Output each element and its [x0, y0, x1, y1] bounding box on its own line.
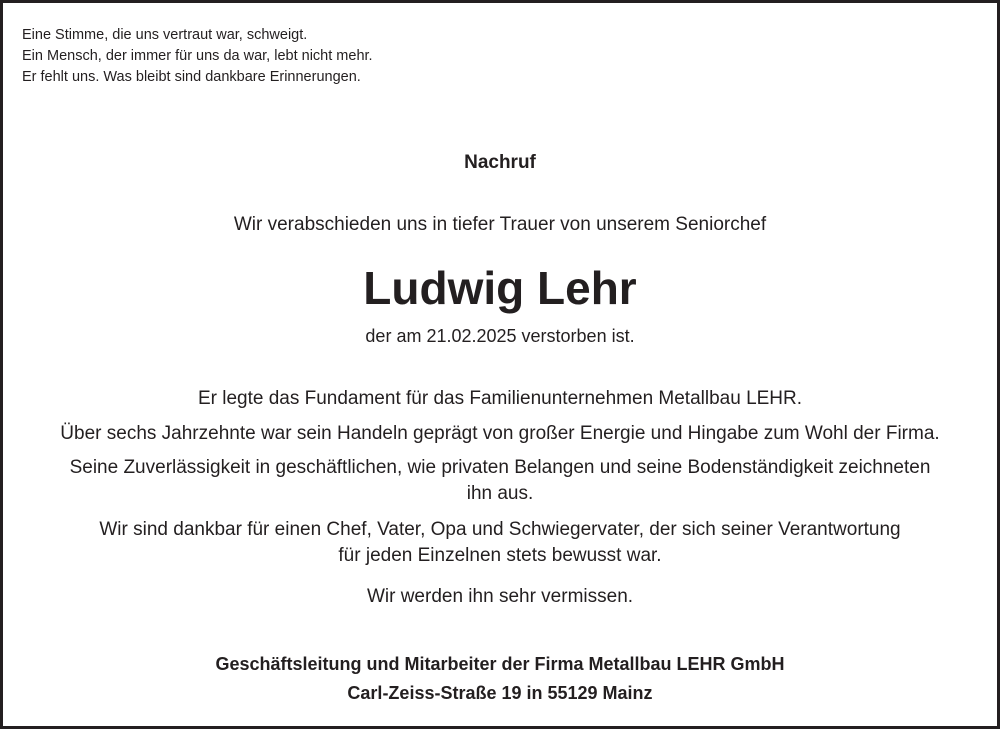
intro-text: Wir verabschieden uns in tiefer Trauer von unserem Seniorchef: [233, 214, 767, 235]
poem: [22, 25, 373, 88]
signature-company: Geschäftsleitung und Mitarbeiter der Firma Metallbau LEHR GmbH: [215, 654, 785, 674]
body-line: für jeden Einzelnen stets bewusst war.: [338, 545, 662, 566]
body-line: Seine Zuverlässigkeit in geschäftlichen, wie privaten Belangen und seine Bodenständigkeit zeichneten: [69, 457, 931, 478]
poem-line: Ein Mensch, der immer für uns da war, lebt nicht mehr.: [22, 48, 373, 64]
body-line: ihn aus.: [466, 483, 534, 504]
heading: Nachruf: [464, 152, 536, 173]
body-line: Über sechs Jahrzehnte war sein Handeln geprägt von großer Energie und Hingabe zum Wohl der Firma.: [60, 423, 940, 444]
body-line: Wir sind dankbar für einen Chef, Vater, Opa und Schwiegervater, der sich seiner Verantwortung: [99, 519, 901, 540]
deceased-name: Ludwig Lehr: [363, 262, 637, 314]
body-line: Wir werden ihn sehr vermissen.: [366, 586, 634, 607]
poem-line: Er fehlt uns. Was bleibt sind dankbare Erinnerungen.: [22, 69, 361, 85]
signature-address: Carl-Zeiss-Straße 19 in 55129 Mainz: [347, 683, 653, 703]
death-date-line: der am 21.02.2025 verstorben ist.: [365, 326, 635, 346]
poem-line: Eine Stimme, die uns vertraut war, schweigt.: [22, 27, 308, 43]
body-line: Er legte das Fundament für das Familienunternehmen Metallbau LEHR.: [197, 388, 803, 409]
